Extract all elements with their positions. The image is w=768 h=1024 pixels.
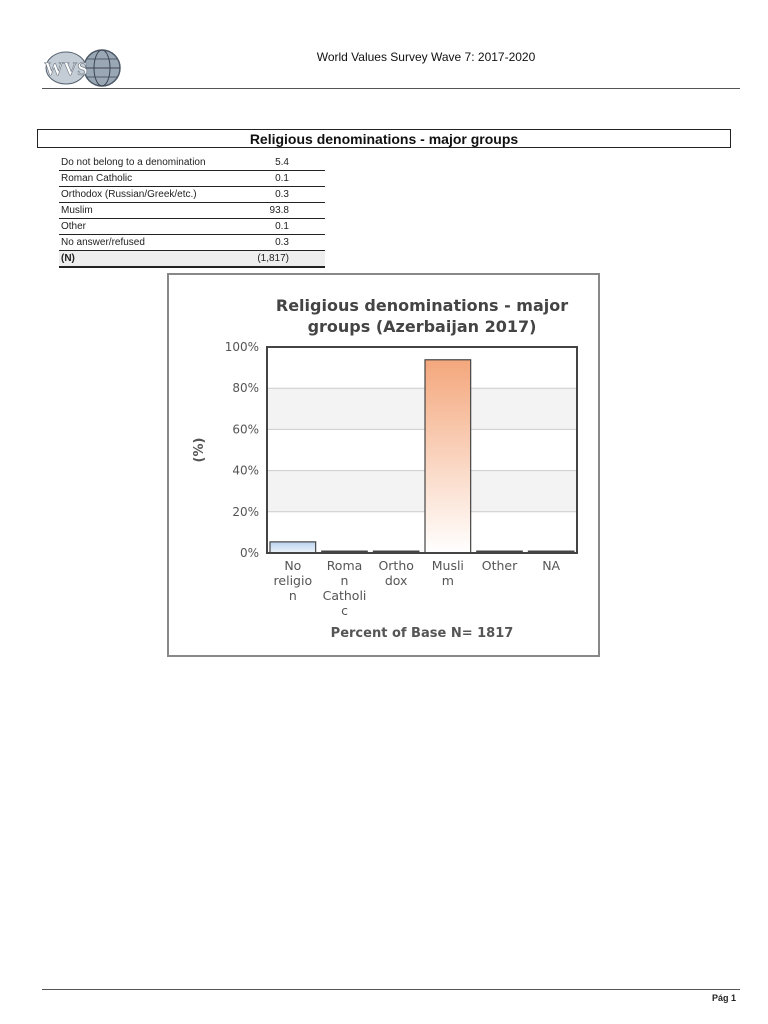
grid-band bbox=[267, 388, 577, 429]
table-row bbox=[59, 155, 325, 171]
row-value: 5.4 bbox=[240, 155, 325, 171]
chart-title-line: Religious denominations - major bbox=[275, 296, 569, 315]
row-label: (N) bbox=[59, 251, 240, 268]
table-row bbox=[59, 235, 325, 251]
plot-area-border bbox=[267, 347, 577, 553]
x-tick-label: Roma n Catholi c bbox=[322, 558, 367, 618]
chart-title-line: groups (Azerbaijan 2017) bbox=[307, 317, 537, 336]
header-divider bbox=[42, 88, 740, 89]
table-row bbox=[59, 219, 325, 235]
row-value: 0.3 bbox=[240, 187, 325, 203]
row-label: Other bbox=[59, 219, 240, 235]
table-row bbox=[59, 187, 325, 203]
row-value: 0.1 bbox=[240, 171, 325, 187]
x-tick-label: NA bbox=[542, 558, 561, 573]
table-total-row bbox=[59, 251, 325, 268]
row-value: 0.1 bbox=[240, 219, 325, 235]
row-value: 93.8 bbox=[240, 203, 325, 219]
grid-band bbox=[267, 471, 577, 512]
row-label: Muslim bbox=[59, 203, 240, 219]
x-tick-label: No religio n bbox=[273, 558, 313, 603]
y-tick-label: 0% bbox=[239, 546, 259, 560]
y-tick-label: 40% bbox=[232, 463, 259, 478]
logo-text: WVS bbox=[44, 59, 88, 80]
table-row bbox=[59, 203, 325, 219]
frequency-table bbox=[59, 155, 325, 268]
document-title: World Values Survey Wave 7: 2017-2020 bbox=[316, 50, 536, 64]
page-number: Pág 1 bbox=[711, 993, 736, 1003]
row-value: (1,817) bbox=[240, 251, 325, 268]
y-tick-label: 80% bbox=[232, 381, 259, 396]
row-label: Orthodox (Russian/Greek/etc.) bbox=[59, 187, 240, 203]
row-label: Do not belong to a denomination bbox=[59, 155, 240, 171]
table-row bbox=[59, 171, 325, 187]
footer-divider bbox=[42, 989, 740, 990]
row-value: 0.3 bbox=[240, 235, 325, 251]
y-tick-label: 100% bbox=[224, 340, 259, 354]
row-label: Roman Catholic bbox=[59, 171, 240, 187]
y-tick-label: 20% bbox=[232, 504, 259, 519]
x-tick-label: Musli m bbox=[431, 558, 464, 588]
y-tick-label: 60% bbox=[232, 422, 259, 437]
section-title: Religious denominations - major groups bbox=[249, 131, 519, 147]
x-tick-label: Ortho dox bbox=[378, 558, 414, 588]
row-label: No answer/refused bbox=[59, 235, 240, 251]
bar bbox=[425, 360, 471, 553]
x-tick-label: Other bbox=[481, 558, 518, 573]
bar-chart bbox=[169, 275, 598, 655]
y-axis-label: (%) bbox=[192, 437, 207, 463]
x-axis-label: Percent of Base N= 1817 bbox=[330, 626, 514, 641]
chart-frame bbox=[167, 273, 600, 657]
bar bbox=[270, 542, 316, 553]
section-header bbox=[37, 129, 731, 148]
